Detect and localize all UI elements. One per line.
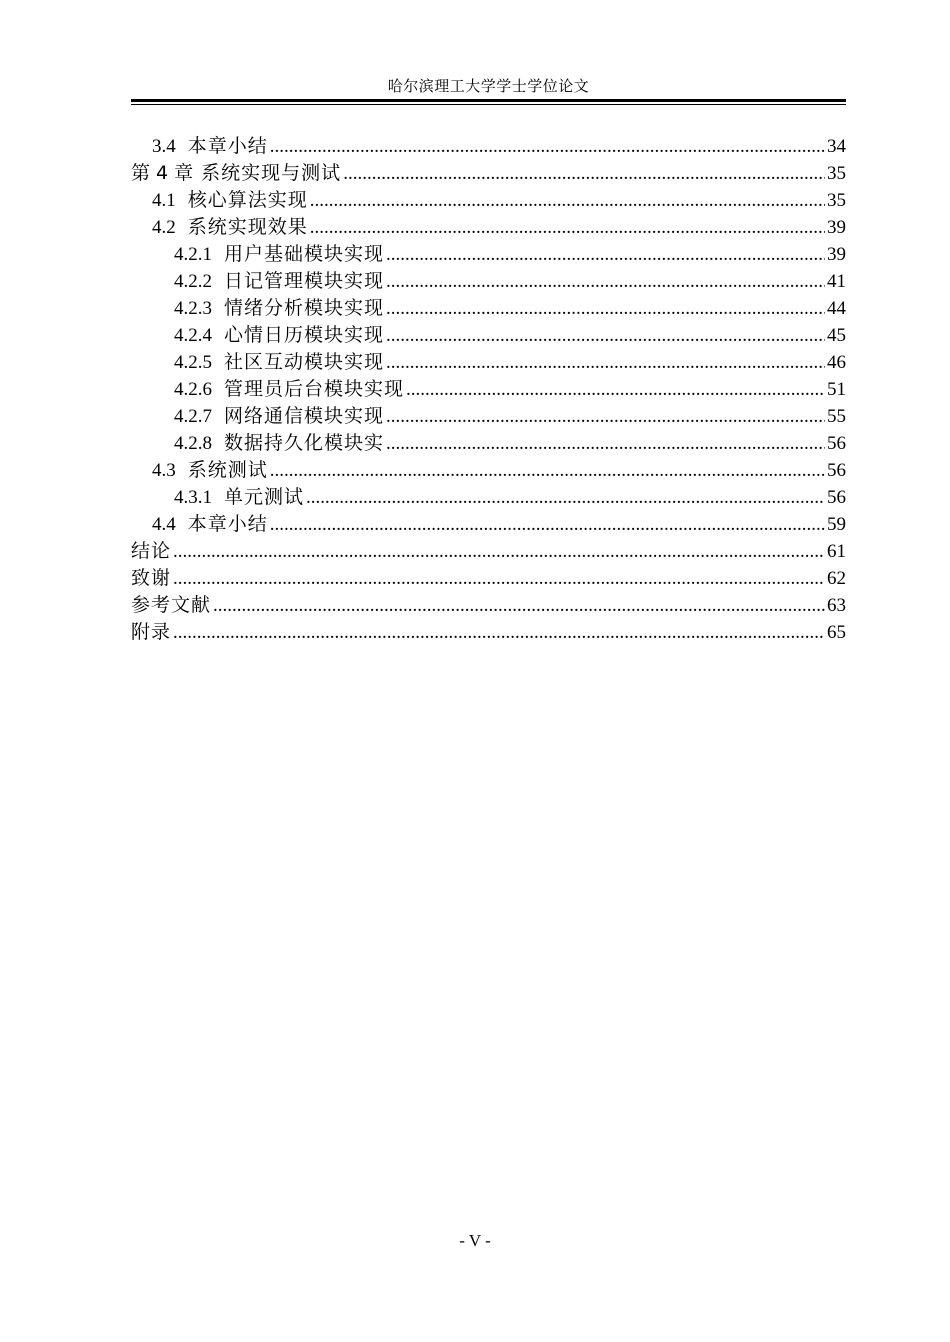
toc-entry-title: 系统测试 [187,460,268,481]
table-of-contents [131,133,846,646]
toc-entry-page: 65 [827,622,846,643]
toc-entry-page: 61 [827,541,846,562]
toc-entry[interactable] [131,376,846,403]
toc-entry-title: 本章小结 [187,136,268,157]
toc-entry-number: 4.4 [152,514,176,535]
toc-entry-page: 56 [827,487,846,508]
toc-entry-number: 第 4 章 [131,162,194,184]
toc-entry-page: 35 [827,163,846,184]
toc-dot-leader [406,376,825,403]
toc-entry-page: 46 [827,352,846,373]
toc-entry-number: 4.2.8 [174,433,212,454]
toc-entry-page: 41 [827,271,846,292]
toc-dot-leader [386,268,825,295]
toc-dot-leader [386,430,825,457]
header-rule-thin [131,104,846,105]
toc-entry-title: 网络通信模块实现 [224,406,385,427]
header-rule-thick [131,99,846,102]
toc-entry[interactable] [131,322,846,349]
toc-dot-leader [173,565,825,592]
toc-dot-leader [386,241,825,268]
toc-dot-leader [310,187,825,214]
toc-entry-title: 日记管理模块实现 [224,271,385,292]
toc-entry-page: 56 [827,460,846,481]
toc-dot-leader [386,295,825,322]
toc-entry[interactable] [131,619,846,646]
toc-entry-title: 本章小结 [187,514,268,535]
toc-dot-leader [386,403,825,430]
toc-entry-number: 4.3.1 [174,487,212,508]
running-header: 哈尔滨理工大学学士学位论文 [387,79,590,95]
toc-entry-page: 63 [827,595,846,616]
toc-entry[interactable] [131,295,846,322]
toc-entry[interactable] [131,160,846,187]
toc-dot-leader [310,214,825,241]
toc-entry[interactable] [131,241,846,268]
toc-entry-title: 参考文献 [131,594,212,616]
toc-entry-page: 59 [827,514,846,535]
toc-entry-page: 62 [827,568,846,589]
toc-entry-title: 用户基础模块实现 [224,244,385,265]
toc-entry-number: 3.4 [152,136,176,157]
toc-entry[interactable] [131,511,846,538]
toc-dot-leader [213,592,825,619]
toc-dot-leader [173,619,825,646]
toc-entry-number: 4.2.3 [174,298,212,319]
toc-entry-page: 34 [827,136,846,157]
toc-entry-number: 4.3 [152,460,176,481]
toc-entry-number: 4.2 [152,217,176,238]
toc-entry-number: 4.2.5 [174,352,212,373]
toc-entry[interactable] [131,268,846,295]
toc-entry[interactable] [131,187,846,214]
toc-entry-title: 情绪分析模块实现 [224,298,385,319]
toc-dot-leader [343,160,825,187]
page-number: - V - [459,1231,491,1250]
toc-entry-page: 55 [827,406,846,427]
toc-entry-page: 44 [827,298,846,319]
toc-dot-leader [386,349,825,376]
toc-entry-title: 系统实现与测试 [201,162,342,184]
toc-entry-number: 4.1 [152,190,176,211]
toc-entry-title: 结论 [131,540,172,562]
toc-entry-title: 核心算法实现 [187,190,308,211]
toc-entry-title: 附录 [131,621,172,643]
toc-entry-number: 4.2.7 [174,406,212,427]
toc-entry[interactable] [131,430,846,457]
toc-dot-leader [386,322,825,349]
toc-entry-title: 单元测试 [224,487,305,508]
toc-dot-leader [270,457,825,484]
toc-entry[interactable] [131,349,846,376]
toc-entry[interactable] [131,403,846,430]
toc-entry-title: 数据持久化模块实 [224,433,385,454]
toc-dot-leader [270,133,825,160]
toc-entry-title: 系统实现效果 [187,217,308,238]
toc-entry-page: 39 [827,244,846,265]
toc-entry-page: 39 [827,217,846,238]
toc-entry-number: 4.2.2 [174,271,212,292]
toc-entry-number: 4.2.4 [174,325,212,346]
toc-entry-page: 35 [827,190,846,211]
toc-dot-leader [306,484,825,511]
toc-entry-page: 51 [827,379,846,400]
toc-entry[interactable] [131,457,846,484]
toc-entry-title: 社区互动模块实现 [224,352,385,373]
toc-entry-title: 心情日历模块实现 [224,325,385,346]
toc-entry-page: 45 [827,325,846,346]
toc-entry-title: 致谢 [131,567,172,589]
toc-entry-number: 4.2.6 [174,379,212,400]
toc-entry[interactable] [131,565,846,592]
toc-entry-number: 4.2.1 [174,244,212,265]
toc-entry[interactable] [131,133,846,160]
toc-entry-title: 管理员后台模块实现 [224,379,405,400]
toc-dot-leader [270,511,825,538]
toc-dot-leader [173,538,825,565]
toc-entry[interactable] [131,538,846,565]
toc-entry-page: 56 [827,433,846,454]
toc-entry[interactable] [131,214,846,241]
toc-entry[interactable] [131,592,846,619]
toc-entry[interactable] [131,484,846,511]
